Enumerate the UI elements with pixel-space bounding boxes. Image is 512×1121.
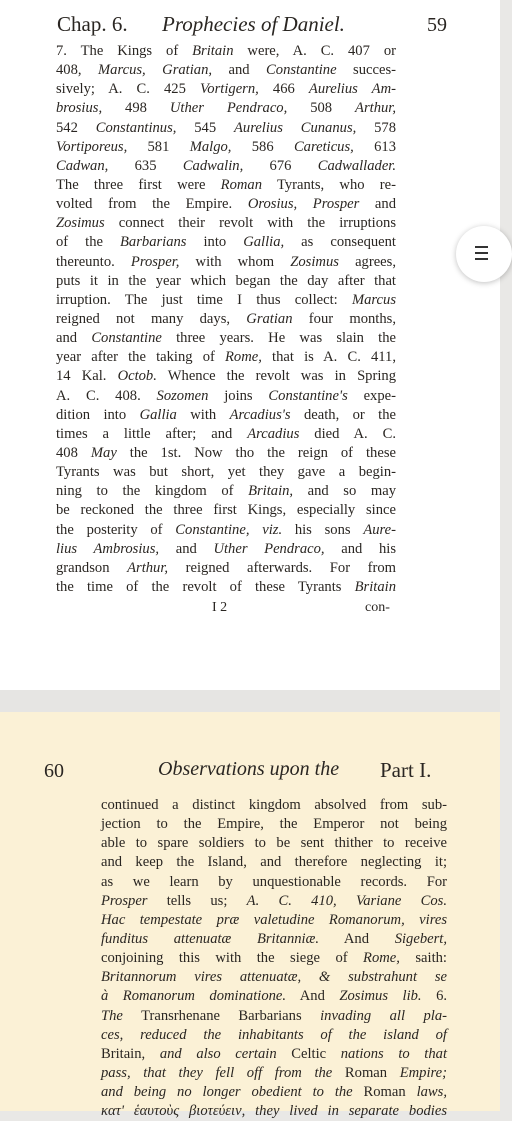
text-run: saith:: [399, 950, 447, 967]
text-run: Uther Pendraco,: [169, 100, 288, 117]
text-run: Barbarians: [120, 234, 187, 251]
text-run: sively; A. C. 425: [56, 81, 201, 98]
text-run: 578: [356, 119, 397, 136]
text-run: Hac tempestate præ valetudine Romanorum, vires: [101, 911, 447, 928]
text-run: Rome,: [363, 950, 400, 967]
running-title: Prophecies of Daniel.: [162, 12, 345, 36]
text-run: Marcus,: [98, 62, 146, 79]
text-run: and: [159, 540, 214, 557]
text-run: Aure-: [363, 521, 396, 538]
text-run: 586: [231, 138, 294, 155]
text-line: [56, 310, 396, 329]
text-run: Empire;: [399, 1064, 447, 1081]
text-line: [56, 444, 396, 463]
signature-mark: I 2: [212, 600, 228, 615]
text-run: be reckoned the three first Kings, especially since: [56, 502, 396, 519]
text-line: [56, 99, 396, 118]
text-line: [56, 463, 396, 482]
part-label: Part I.: [380, 758, 432, 782]
text-run: The three first were: [56, 176, 221, 193]
text-run: of the: [56, 234, 120, 251]
text-run: 508: [287, 100, 356, 117]
text-line: [56, 425, 396, 444]
text-run: Britain,: [101, 1045, 160, 1062]
text-run: 6.: [421, 988, 448, 1005]
text-run: Constantine's: [268, 387, 348, 404]
text-line: [101, 911, 447, 930]
text-run: reigned not many days,: [56, 310, 247, 327]
text-run: ning to the kingdom of: [56, 483, 249, 500]
text-run: the posterity of: [56, 521, 176, 538]
text-line: [56, 157, 396, 176]
text-run: and: [212, 62, 267, 79]
text-run: Malgo,: [189, 138, 232, 155]
text-run: Whence the revolt was in Spring: [156, 368, 396, 385]
text-run: lius Ambrosius,: [56, 540, 160, 557]
text-run: into: [186, 234, 244, 251]
text-run: death, or the: [290, 406, 397, 423]
text-run: Careticus,: [293, 138, 354, 155]
text-run: Britannorum vires attenuatæ, & substrahunt se: [101, 969, 447, 986]
text-run: Gallia: [139, 406, 177, 423]
text-run: Roman: [220, 176, 263, 193]
text-run: Constantine, viz.: [175, 521, 283, 538]
text-line: [56, 253, 396, 272]
text-line: [56, 176, 396, 195]
page-gap: [0, 690, 500, 712]
text-line: [56, 61, 396, 80]
text-run: Constantine: [91, 330, 162, 347]
text-run: Britain: [192, 43, 234, 59]
text-run: Tyrants was but short, yet they gave a begin-: [56, 464, 396, 481]
text-line: [101, 834, 447, 853]
text-run: invading all pla-: [320, 1007, 447, 1024]
text-line: [101, 949, 447, 968]
text-line: [56, 119, 396, 138]
text-run: Gallia,: [243, 234, 285, 251]
text-run: conjoining this with the siege of: [101, 950, 364, 967]
text-run: times a little after; and: [56, 425, 248, 442]
text-run: and: [359, 196, 396, 213]
text-line: [56, 272, 396, 291]
text-run: Sigebert,: [394, 930, 447, 947]
text-line: [101, 873, 447, 892]
text-line: [101, 1007, 447, 1026]
text-run: [146, 62, 162, 78]
text-line: [56, 540, 396, 559]
text-run: Arthur,: [127, 559, 169, 576]
text-line: [101, 968, 447, 987]
text-line: [101, 815, 447, 834]
text-run: Constantinus,: [95, 119, 177, 136]
text-run: 14 Kal.: [56, 368, 118, 385]
text-run: Aurelius Am-: [308, 81, 396, 98]
text-line: [56, 214, 396, 233]
text-run: joins: [208, 387, 269, 404]
text-run: brosius,: [56, 100, 103, 117]
text-run: reigned afterwards. For from: [168, 559, 396, 576]
text-run: his sons: [282, 521, 364, 538]
text-run: 7. The Kings of: [56, 43, 193, 59]
text-line: [56, 482, 396, 501]
text-run: 498: [102, 100, 170, 117]
text-run: three years. He was slain the: [161, 330, 396, 347]
text-run: 635: [108, 157, 183, 174]
text-line: [101, 930, 447, 949]
running-header: [0, 8, 500, 42]
text-run: Octob.: [117, 368, 157, 385]
text-run: and being no longer obedient to the: [101, 1084, 353, 1101]
text-line: [101, 853, 447, 872]
text-run: and also certain: [159, 1045, 277, 1062]
text-line: [56, 406, 396, 425]
text-line: [56, 521, 396, 540]
page-footer: [0, 600, 500, 620]
text-line: [101, 1045, 447, 1064]
text-run: And: [319, 930, 395, 947]
menu-button[interactable]: [456, 226, 512, 282]
text-line: [56, 329, 396, 348]
text-run: dition into: [56, 406, 140, 423]
text-run: à Romanorum dominatione.: [101, 988, 287, 1005]
text-line: [56, 233, 396, 252]
text-run: 542: [56, 119, 96, 136]
text-run: Cadwan,: [56, 157, 109, 174]
text-run: Zosimus: [290, 253, 339, 270]
text-run: Cadwalin,: [182, 157, 244, 174]
text-run: Transrhenane Barbarians: [122, 1007, 321, 1024]
text-line: [56, 367, 396, 386]
text-run: connect their revolt with the irruptions: [104, 215, 396, 232]
text-line: [101, 1083, 447, 1102]
text-run: succes-: [336, 62, 396, 79]
text-run: 408: [56, 444, 91, 461]
text-run: A. C. 410, Variane Cos.: [246, 892, 447, 909]
text-line: [56, 387, 396, 406]
text-run: Roman: [352, 1084, 417, 1101]
text-run: irruption. The just time I thus collect:: [56, 291, 352, 308]
text-run: nations to that: [340, 1045, 448, 1062]
text-run: died A. C.: [299, 425, 396, 442]
text-run: 581: [127, 138, 190, 155]
text-line: [56, 578, 396, 597]
text-run: Prosper: [101, 892, 148, 909]
text-run: 676: [243, 157, 318, 174]
text-run: Arcadius: [247, 425, 300, 442]
text-run: Zosimus: [56, 215, 105, 232]
text-line: [101, 796, 447, 815]
text-run: and: [56, 330, 92, 347]
text-line: [56, 195, 396, 214]
text-run: 466: [258, 81, 309, 98]
text-run: were, A. C. 407 or: [233, 43, 396, 59]
text-run: Arcadius's: [229, 406, 291, 423]
text-run: Arthur,: [355, 100, 396, 117]
text-run: expe-: [347, 387, 396, 404]
body-text: [101, 796, 447, 1121]
text-run: May: [90, 444, 117, 461]
text-line: [56, 501, 396, 520]
text-line: [101, 1102, 447, 1121]
text-line: [56, 559, 396, 578]
text-run: Roman: [332, 1064, 400, 1081]
text-line: [56, 348, 396, 367]
text-run: with: [176, 406, 230, 423]
text-run: able to spare soldiers to be sent thither to receive: [101, 835, 447, 852]
text-run: puts it in the year which began the day after that: [56, 272, 396, 289]
text-run: Gratian,: [162, 62, 213, 79]
text-run: Gratian: [246, 310, 293, 327]
text-run: as consequent: [284, 234, 396, 251]
text-run: funditus attenuatæ Britanniæ.: [101, 930, 319, 947]
text-run: Constantine: [266, 62, 337, 79]
text-run: and his: [324, 540, 396, 557]
hamburger-menu-icon: [475, 246, 488, 260]
catchword: con-: [365, 600, 390, 615]
text-run: laws,: [416, 1084, 447, 1101]
text-run: and keep the Island, and therefore neglecting it;: [101, 854, 447, 871]
text-line: [56, 138, 396, 157]
text-run: Prosper,: [130, 253, 180, 270]
text-line: [56, 80, 396, 99]
text-line: [101, 1064, 447, 1083]
text-run: Tyrants, who re-: [262, 176, 396, 193]
text-run: Uther Pendraco,: [213, 540, 325, 557]
text-run: that is A. C. 411,: [261, 349, 396, 366]
text-run: Britain,: [248, 483, 294, 500]
text-run: pass, that they fell off from the: [101, 1064, 333, 1081]
text-run: 613: [353, 138, 396, 155]
text-run: Vortigern,: [200, 81, 259, 98]
text-line: [101, 1026, 447, 1045]
text-run: volted from the Empire.: [56, 196, 248, 213]
text-run: jection to the Empire, the Emperor not being: [101, 816, 447, 833]
text-run: κατ' ἑαυτοὺς βιοτεύειν, they lived in separate bodies: [101, 1103, 447, 1120]
text-run: And: [286, 988, 340, 1005]
text-line: [101, 987, 447, 1006]
text-line: [56, 42, 396, 61]
text-run: continued a distinct kingdom absolved from sub-: [101, 797, 447, 813]
chapter-label: Chap. 6.: [57, 12, 128, 36]
page-60: [0, 712, 500, 1120]
text-run: Sozomen: [156, 387, 209, 404]
text-run: Zosimus lib.: [339, 988, 422, 1005]
text-run: Vortiporeus,: [56, 138, 128, 155]
text-run: grandson: [56, 559, 128, 576]
text-run: 408,: [56, 62, 98, 79]
page-number: 60: [44, 760, 64, 782]
body-text: [56, 42, 396, 597]
page-number: 59: [427, 14, 447, 36]
text-run: agrees,: [338, 253, 396, 270]
text-line: [56, 291, 396, 310]
text-run: tells us;: [147, 892, 247, 909]
text-run: Aurelius Cunanus,: [233, 119, 357, 136]
text-run: as we learn by unquestionable records. For: [101, 873, 447, 890]
text-run: Britain: [354, 578, 396, 595]
text-run: 545: [176, 119, 234, 136]
text-run: the 1st. Now tho the reign of these: [116, 444, 396, 461]
text-run: The: [101, 1007, 123, 1024]
text-line: [101, 892, 447, 911]
text-run: A. C. 408.: [56, 387, 157, 404]
text-run: year after the taking of: [56, 349, 226, 366]
text-run: Orosius, Prosper: [247, 196, 360, 213]
text-run: Marcus: [351, 291, 396, 308]
text-run: and so may: [293, 483, 396, 500]
text-run: ces, reduced the inhabitants of the island of: [101, 1026, 447, 1043]
text-run: with whom: [179, 253, 291, 270]
text-run: Cadwallader.: [317, 157, 397, 174]
running-title: Observations upon the: [158, 758, 340, 780]
text-run: Celtic: [276, 1045, 341, 1062]
text-run: Rome,: [225, 349, 262, 366]
text-run: thereunto.: [56, 253, 131, 270]
text-run: the time of the revolt of these Tyrants: [56, 578, 355, 595]
text-run: four months,: [292, 310, 396, 327]
